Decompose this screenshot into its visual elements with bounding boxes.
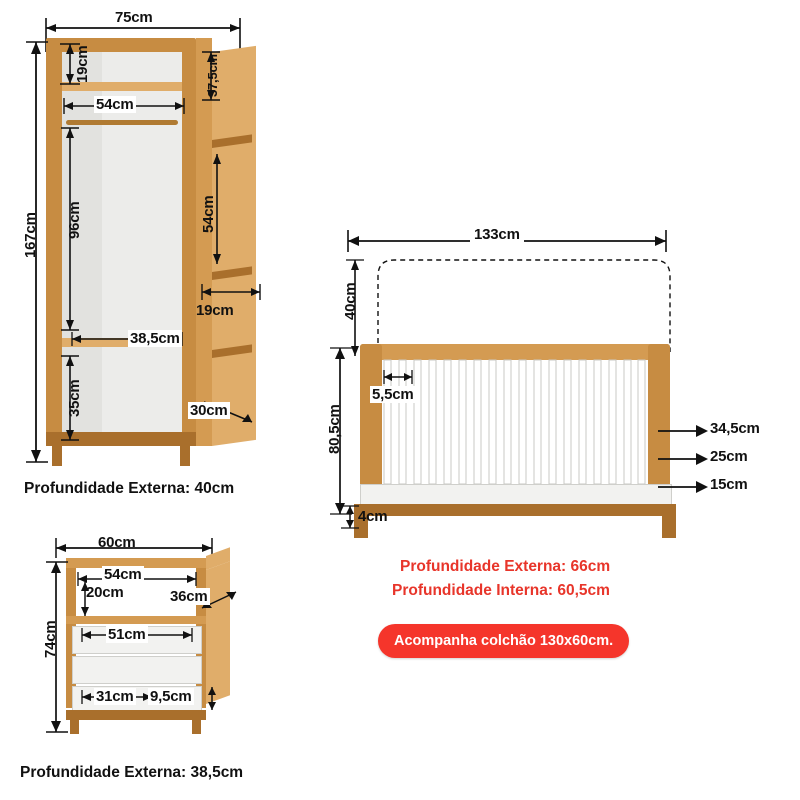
crib-level-3-arrow (656, 476, 716, 498)
dresser-drawer-width-label: 51cm (108, 626, 146, 643)
wardrobe-foot-right (180, 446, 190, 466)
crib-rail-height-label: 40cm (342, 282, 359, 320)
wardrobe-foot-left (52, 446, 62, 466)
dresser-base (66, 710, 206, 720)
dresser-side-perspective (206, 561, 230, 704)
crib-level-2-arrow (656, 448, 716, 470)
dresser-foot-left (70, 720, 79, 734)
dresser-foot-right (192, 720, 201, 734)
dresser-caption: Profundidade Externa: 38,5cm (20, 764, 244, 781)
crib-caption-external: Profundidade Externa: 66cm (400, 558, 611, 575)
dresser-inner-width-label: 54cm (104, 566, 142, 583)
crib-level-1-arrow (656, 420, 716, 442)
crib-base-height-label: 4cm (358, 508, 388, 525)
wardrobe-side-height-label: 37,5cm (205, 54, 220, 98)
wardrobe-side-shelf-label: 19cm (196, 302, 234, 319)
wardrobe-hanging-height-label: 96cm (66, 201, 83, 239)
dresser-height-label: 74cm (42, 620, 59, 658)
dresser-drawer-height-arrow (200, 684, 224, 714)
crib-mattress-badge: Acompanha colchão 130x60cm. (378, 624, 629, 658)
wardrobe-shelf-height-label: 19cm (74, 45, 91, 83)
dresser-lower-drawer-width-label: 31cm (96, 688, 134, 705)
wardrobe-door-height-label: 54cm (200, 195, 217, 233)
crib-bars (382, 360, 648, 484)
crib-figure (320, 220, 800, 680)
crib-foot-right (662, 516, 676, 538)
crib-bottom-panel (360, 484, 672, 506)
wardrobe-side-shelf-arrow (194, 282, 274, 302)
wardrobe-depth-label: 30cm (190, 402, 228, 419)
wardrobe-caption: Profundidade Externa: 40cm (24, 480, 235, 497)
dresser-figure (0, 528, 300, 798)
wardrobe-shelf-width-label: 38,5cm (130, 330, 180, 347)
dresser-top-shelf-height-label: 20cm (86, 584, 124, 601)
wardrobe-bottom-height-label: 35cm (66, 379, 83, 417)
crib-bar-gap-arrow (378, 368, 420, 386)
crib-side-height-label: 80,5cm (326, 404, 343, 454)
wardrobe-inner-width-label: 54cm (96, 96, 134, 113)
dresser-depth-label: 36cm (170, 588, 208, 605)
crib-level-2-label: 25cm (710, 448, 748, 465)
dresser-width-label: 60cm (98, 534, 136, 551)
crib-width-label: 133cm (470, 226, 524, 243)
crib-bar-gap-label: 5,5cm (372, 386, 414, 403)
wardrobe-total-height-label: 167cm (22, 212, 39, 258)
crib-mattress-badge-wrap (378, 624, 629, 658)
crib-level-1-label: 34,5cm (710, 420, 760, 437)
dresser-drawer-height-label: 9,5cm (150, 688, 192, 705)
wardrobe-top-width-label: 75cm (115, 9, 153, 26)
crib-level-3-label: 15cm (710, 476, 748, 493)
crib-caption-internal: Profundidade Interna: 60,5cm (392, 582, 610, 599)
crib-top-rail (360, 344, 670, 360)
dresser-drawer-2 (72, 656, 202, 684)
wardrobe-figure (0, 0, 300, 510)
crib-base-frame (354, 504, 676, 516)
